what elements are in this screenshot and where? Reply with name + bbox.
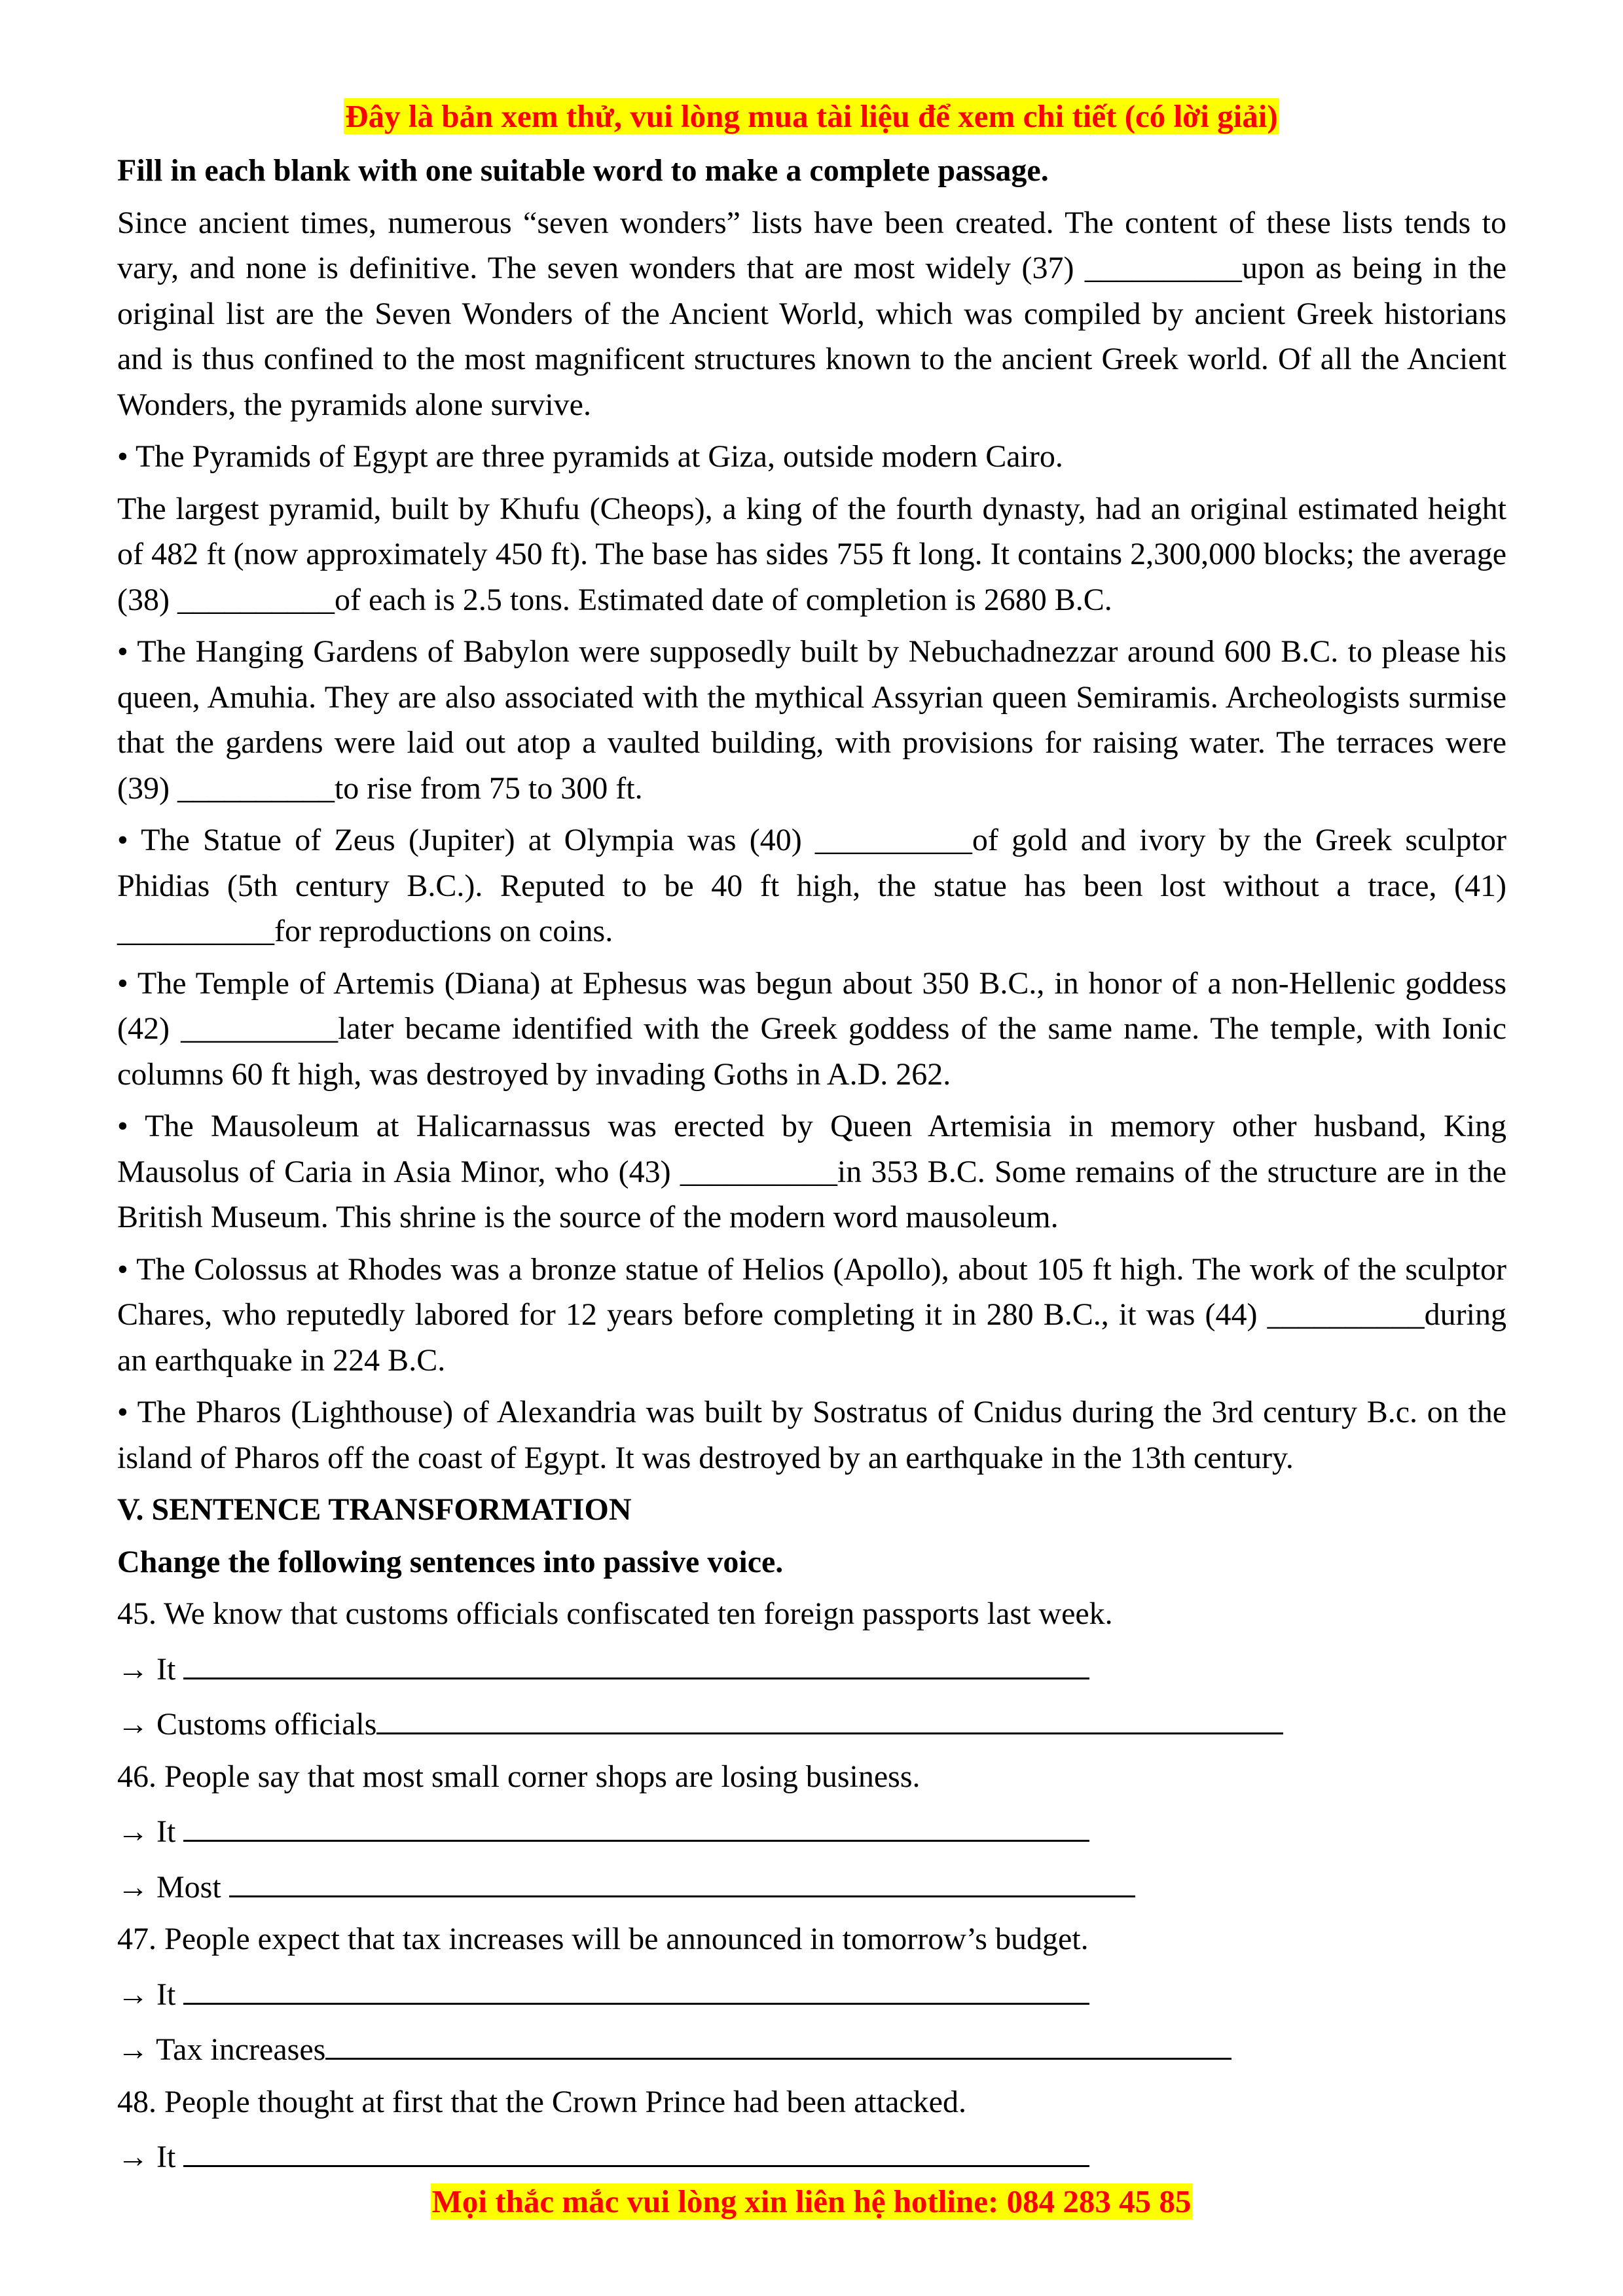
- question-45: 45. We know that customs officials confiscated ten foreign passports last week.: [117, 1596, 1113, 1631]
- passage-paragraph-statue-of-zeus: • The Statue of Zeus (Jupiter) at Olympia was (40) __________of gold and ivory by the Greek sculptor Phidias (5th century B.C.). Reputed to be 40 ft high, the statue has been lost without a trace, (41) __________for reproductions on coins.: [117, 823, 1506, 948]
- answer-prefix: → Tax increases: [117, 2032, 326, 2067]
- answer-prefix: → It: [117, 1977, 184, 2012]
- hotline-banner: [0, 2182, 1623, 2221]
- section-title: V. SENTENCE TRANSFORMATION: [117, 1492, 632, 1527]
- answer-line-47b: [117, 2024, 1506, 2073]
- passage-paragraph-pharos: • The Pharos (Lighthouse) of Alexandria was built by Sostratus of Cnidus during the 3rd century B.c. on the island of Pharos off the coast of Egypt. It was destroyed by an earthquake in the 13th century.: [117, 1395, 1506, 1475]
- answer-line-47a: [117, 1969, 1506, 2018]
- section-instruction: Change the following sentences into passive voice.: [117, 1544, 784, 1579]
- answer-line-45a: [117, 1643, 1506, 1693]
- answer-line-48a: [117, 2131, 1506, 2180]
- question-48: 48. People thought at first that the Crown Prince had been attacked.: [117, 2084, 966, 2119]
- answer-line-46b: [117, 1861, 1506, 1910]
- answer-prefix: → It: [117, 2140, 184, 2174]
- preview-notice-text: Đây là bản xem thử, vui lòng mua tài liệu để xem chi tiết (có lời giải): [345, 98, 1278, 134]
- answer-blank[interactable]: [183, 2131, 1089, 2167]
- passage-paragraph-colossus: • The Colossus at Rhodes was a bronze statue of Helios (Apollo), about 105 ft high. The work of the sculptor Chares, who reputedly labored for 12 years before completing it in 280 B.C., it was (44) __________during an earthquake in 224 B.C.: [117, 1251, 1506, 1378]
- passage-paragraph-intro: Since ancient times, numerous “seven wonders” lists have been created. The content of these lists tends to vary, and none is definitive. The seven wonders that are most widely (37) __________upon as being in the original list are the Seven Wonders of the Ancient World, which was compiled by ancient Greek historians and is thus confined to the most magnificent structures known to the ancient Greek world. Of all the Ancient Wonders, the pyramids alone survive.: [117, 205, 1506, 422]
- answer-blank[interactable]: [183, 1806, 1089, 1842]
- answer-prefix: → Most: [117, 1869, 229, 1905]
- answer-blank[interactable]: [183, 1643, 1089, 1679]
- answer-prefix: → It: [117, 1651, 184, 1687]
- document-body: [117, 148, 1506, 2187]
- answer-blank[interactable]: [325, 2024, 1231, 2060]
- passage-instruction: Fill in each blank with one suitable word to make a complete passage.: [117, 153, 1049, 188]
- answer-line-46a: [117, 1806, 1506, 1855]
- passage-paragraph-temple-of-artemis: • The Temple of Artemis (Diana) at Ephesus was begun about 350 B.C., in honor of a non-Hellenic goddess (42) __________later became identified with the Greek goddess of the same name. The temple, with Ionic columns 60 ft high, was destroyed by invading Goths in A.D. 262.: [117, 965, 1506, 1092]
- answer-line-45b: [117, 1698, 1506, 1748]
- answer-prefix: → Customs officials: [117, 1707, 377, 1742]
- passage-paragraph-pyramids-bullet: • The Pyramids of Egypt are three pyramids at Giza, outside modern Cairo.: [117, 439, 1063, 474]
- passage-paragraph-hanging-gardens: • The Hanging Gardens of Babylon were supposedly built by Nebuchadnezzar around 600 B.C. to please his queen, Amuhia. They are also associated with the mythical Assyrian queen Semiramis. Archeologists surmise that the gardens were laid out atop a vaulted building, with provisions for raising water. The terraces were (39) __________to rise from 75 to 300 ft.: [117, 634, 1506, 806]
- answer-prefix: → It: [117, 1814, 184, 1849]
- answer-blank[interactable]: [183, 1969, 1089, 2005]
- answer-blank[interactable]: [229, 1861, 1135, 1897]
- passage-paragraph-mausoleum: • The Mausoleum at Halicarnassus was erected by Queen Artemisia in memory other husband, King Mausolus of Caria in Asia Minor, who (43) __________in 353 B.C. Some remains of the structure are in the British Museum. This shrine is the source of the modern word mausoleum.: [117, 1109, 1506, 1234]
- question-46: 46. People say that most small corner shops are losing business.: [117, 1759, 921, 1794]
- passage-paragraph-pyramids: The largest pyramid, built by Khufu (Cheops), a king of the fourth dynasty, had an original estimated height of 482 ft (now approximately 450 ft). The base has sides 755 ft long. It contains 2,300,000 blocks; the average (38) __________of each is 2.5 tons. Estimated date of completion is 2680 B.C.: [117, 491, 1506, 617]
- preview-notice-banner: [0, 97, 1623, 136]
- hotline-text: Mọi thắc mắc vui lòng xin liên hệ hotline: 084 283 45 85: [431, 2183, 1192, 2219]
- question-47: 47. People expect that tax increases will be announced in tomorrow’s budget.: [117, 1922, 1089, 1956]
- answer-blank[interactable]: [376, 1698, 1283, 1734]
